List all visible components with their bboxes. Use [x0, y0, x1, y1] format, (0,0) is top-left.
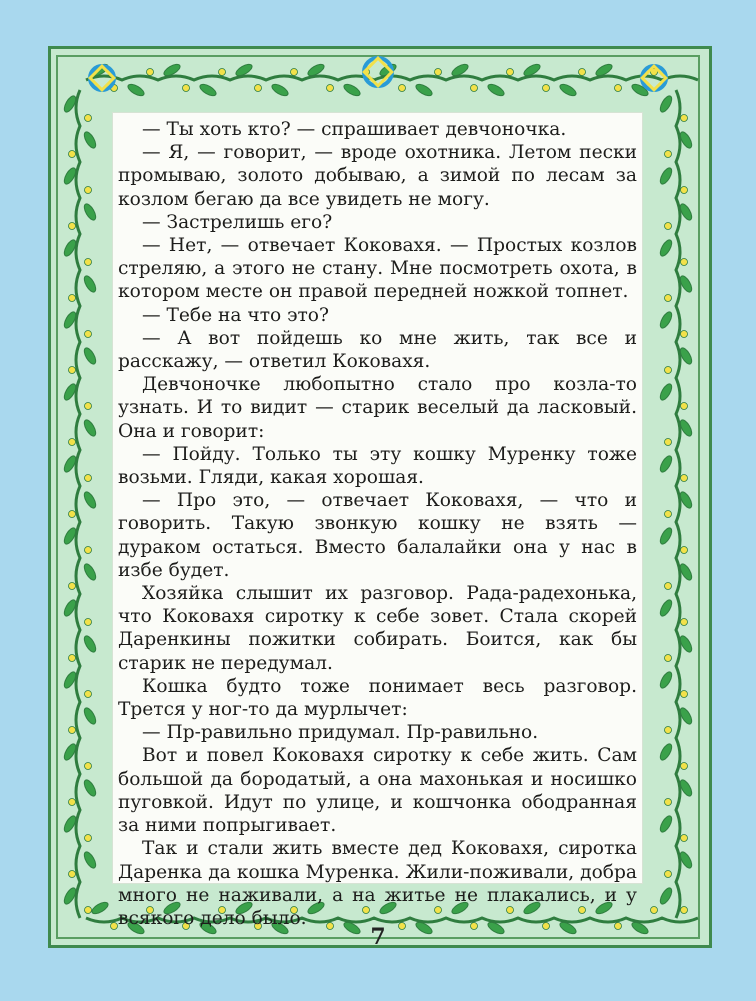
flower-bud-icon — [219, 69, 226, 76]
flower-bud-icon — [665, 727, 672, 734]
leaf-icon — [90, 900, 110, 916]
leaf-icon — [82, 562, 98, 582]
paragraph: — Застрелишь его? — [142, 211, 333, 233]
flower-bud-icon — [651, 907, 658, 914]
leaf-icon — [126, 82, 146, 98]
leaf-icon — [658, 238, 674, 258]
leaf-icon — [658, 670, 674, 690]
flower-bud-icon — [291, 69, 298, 76]
flower-bud-icon — [85, 547, 92, 554]
leaf-icon — [486, 82, 506, 98]
paragraph: Хозяйка слышит их разговор. Рада-радехонька, что Коковаxя сиротку к себе зовет. Стала скорей Даренкины пожитки собирать. Боится, как бы старик не передумал. — [118, 583, 637, 674]
flower-bud-icon — [681, 907, 688, 914]
paragraph: — Пойду. Только ты эту кошку Муренку тоже возьми. Гляди, какая хорошая. — [118, 443, 637, 489]
flower-bud-icon — [665, 223, 672, 230]
flower-bud-icon — [681, 331, 688, 338]
paragraph: — Ты хоть кто? — спрашивает девчоночка. — [142, 119, 567, 140]
leaf-icon — [82, 130, 98, 150]
flower-bud-icon — [85, 907, 92, 914]
flower-bud-icon — [665, 871, 672, 878]
flower-bud-icon — [681, 619, 688, 626]
paragraph: — Пр-равильно придумал. Пр-равильно. — [142, 722, 539, 744]
paragraph: — Я, — говорит, — вроде охотника. Летом пески промываю, золото добываю, а зимой по лесам за козлом бегаю да все увидеть не могу. — [118, 142, 637, 210]
flower-bud-icon — [681, 763, 688, 770]
flower-bud-icon — [681, 547, 688, 554]
leaf-icon — [82, 778, 98, 798]
flower-bud-icon — [327, 85, 334, 92]
paragraph: Вот и повел Коковаxя сиротку к себе жить. Сам большой да бородатый, а она махонькая и носишко пуговкой. Идут по улице, и кошчонка ободранная за ними попрыгивает. — [118, 745, 637, 837]
flower-bud-icon — [85, 619, 92, 626]
flower-bud-icon — [69, 151, 76, 158]
leaf-icon — [82, 202, 98, 222]
leaf-icon — [342, 82, 362, 98]
flower-bud-icon — [681, 187, 688, 194]
leaf-icon — [414, 82, 434, 98]
flower-bud-icon — [665, 439, 672, 446]
paragraph: — Нет, — отвечает Коковаxя. — Простых козлов стреляю, а этого не стану. Мне посмотреть охота, в котором месте он правой передней ножкой топнет. — [118, 235, 637, 303]
flower-bud-icon — [85, 331, 92, 338]
flower-bud-icon — [69, 295, 76, 302]
leaf-icon — [558, 82, 578, 98]
vine-scroll-border — [76, 90, 80, 918]
flower-bud-icon — [665, 151, 672, 158]
flower-bud-icon — [69, 871, 76, 878]
leaf-icon — [658, 454, 674, 474]
leaf-icon — [658, 310, 674, 330]
flower-bud-icon — [69, 223, 76, 230]
flower-bud-icon — [615, 85, 622, 92]
leaf-icon — [82, 850, 98, 870]
flower-bud-icon — [85, 835, 92, 842]
leaf-icon — [658, 526, 674, 546]
leaf-icon — [82, 634, 98, 654]
leaf-icon — [658, 814, 674, 834]
flower-bud-icon — [85, 475, 92, 482]
flower-bud-icon — [665, 367, 672, 374]
flower-bud-icon — [85, 763, 92, 770]
flower-bud-icon — [543, 85, 550, 92]
story-text — [118, 118, 637, 930]
leaf-icon — [82, 274, 98, 294]
flower-bud-icon — [665, 799, 672, 806]
flower-bud-icon — [665, 583, 672, 590]
leaf-icon — [658, 742, 674, 762]
vine-scroll-border — [676, 90, 680, 918]
flower-bud-icon — [69, 511, 76, 518]
flower-bud-icon — [85, 691, 92, 698]
flower-bud-icon — [69, 367, 76, 374]
flower-bud-icon — [579, 69, 586, 76]
flower-bud-icon — [85, 259, 92, 266]
paragraph: Так и стали жить вместе дед Коковаxя, сиротка Даренка да кошка Муренка. Жили-поживали, добра много не наживали, а на житье не плакались, и у всякого дело было. — [118, 838, 637, 929]
leaf-icon — [658, 598, 674, 618]
flower-bud-icon — [85, 187, 92, 194]
paragraph: Кошка будто тоже понимает весь разговор. Трется у ног-то да мурлычет: — [118, 675, 637, 721]
leaf-icon — [82, 706, 98, 726]
leaf-icon — [82, 418, 98, 438]
leaf-icon — [82, 346, 98, 366]
flower-bud-icon — [147, 69, 154, 76]
flower-bud-icon — [681, 691, 688, 698]
flower-bud-icon — [183, 85, 190, 92]
flower-bud-icon — [69, 799, 76, 806]
paragraph: — Тебе на что это? — [142, 304, 329, 326]
paragraph: — А вот пойдешь ко мне жить, так все и расскажу, — ответил Коковаxя. — [118, 327, 637, 373]
page-number: 7 — [370, 924, 386, 950]
leaf-icon — [198, 82, 218, 98]
flower-bud-icon — [85, 403, 92, 410]
flower-bud-icon — [507, 69, 514, 76]
flower-bud-icon — [681, 403, 688, 410]
flower-bud-icon — [69, 439, 76, 446]
flower-bud-icon — [255, 85, 262, 92]
leaf-icon — [82, 490, 98, 510]
leaf-icon — [658, 382, 674, 402]
leaf-icon — [658, 94, 674, 114]
flower-bud-icon — [435, 69, 442, 76]
paragraph: — Про это, — отвечает Коковаxя, — что и говорить. Такую звонкую кошку не взять — дураком остаться. Вместо балалайки она у нас в избе будет. — [118, 490, 637, 581]
flower-bud-icon — [665, 655, 672, 662]
flower-bud-icon — [681, 835, 688, 842]
paragraph: Девчоночке любопытно стало про козла-то узнать. И то видит — старик веселый да ласковый. Она и говорит: — [118, 374, 637, 442]
leaf-icon — [658, 166, 674, 186]
leaf-icon — [270, 82, 290, 98]
flower-bud-icon — [471, 85, 478, 92]
flower-bud-icon — [681, 259, 688, 266]
flower-bud-icon — [399, 85, 406, 92]
flower-bud-icon — [665, 511, 672, 518]
flower-bud-icon — [681, 475, 688, 482]
flower-bud-icon — [681, 115, 688, 122]
flower-bud-icon — [85, 115, 92, 122]
flower-bud-icon — [69, 583, 76, 590]
flower-bud-icon — [665, 295, 672, 302]
flower-bud-icon — [69, 727, 76, 734]
flower-bud-icon — [69, 655, 76, 662]
leaf-icon — [658, 886, 674, 906]
